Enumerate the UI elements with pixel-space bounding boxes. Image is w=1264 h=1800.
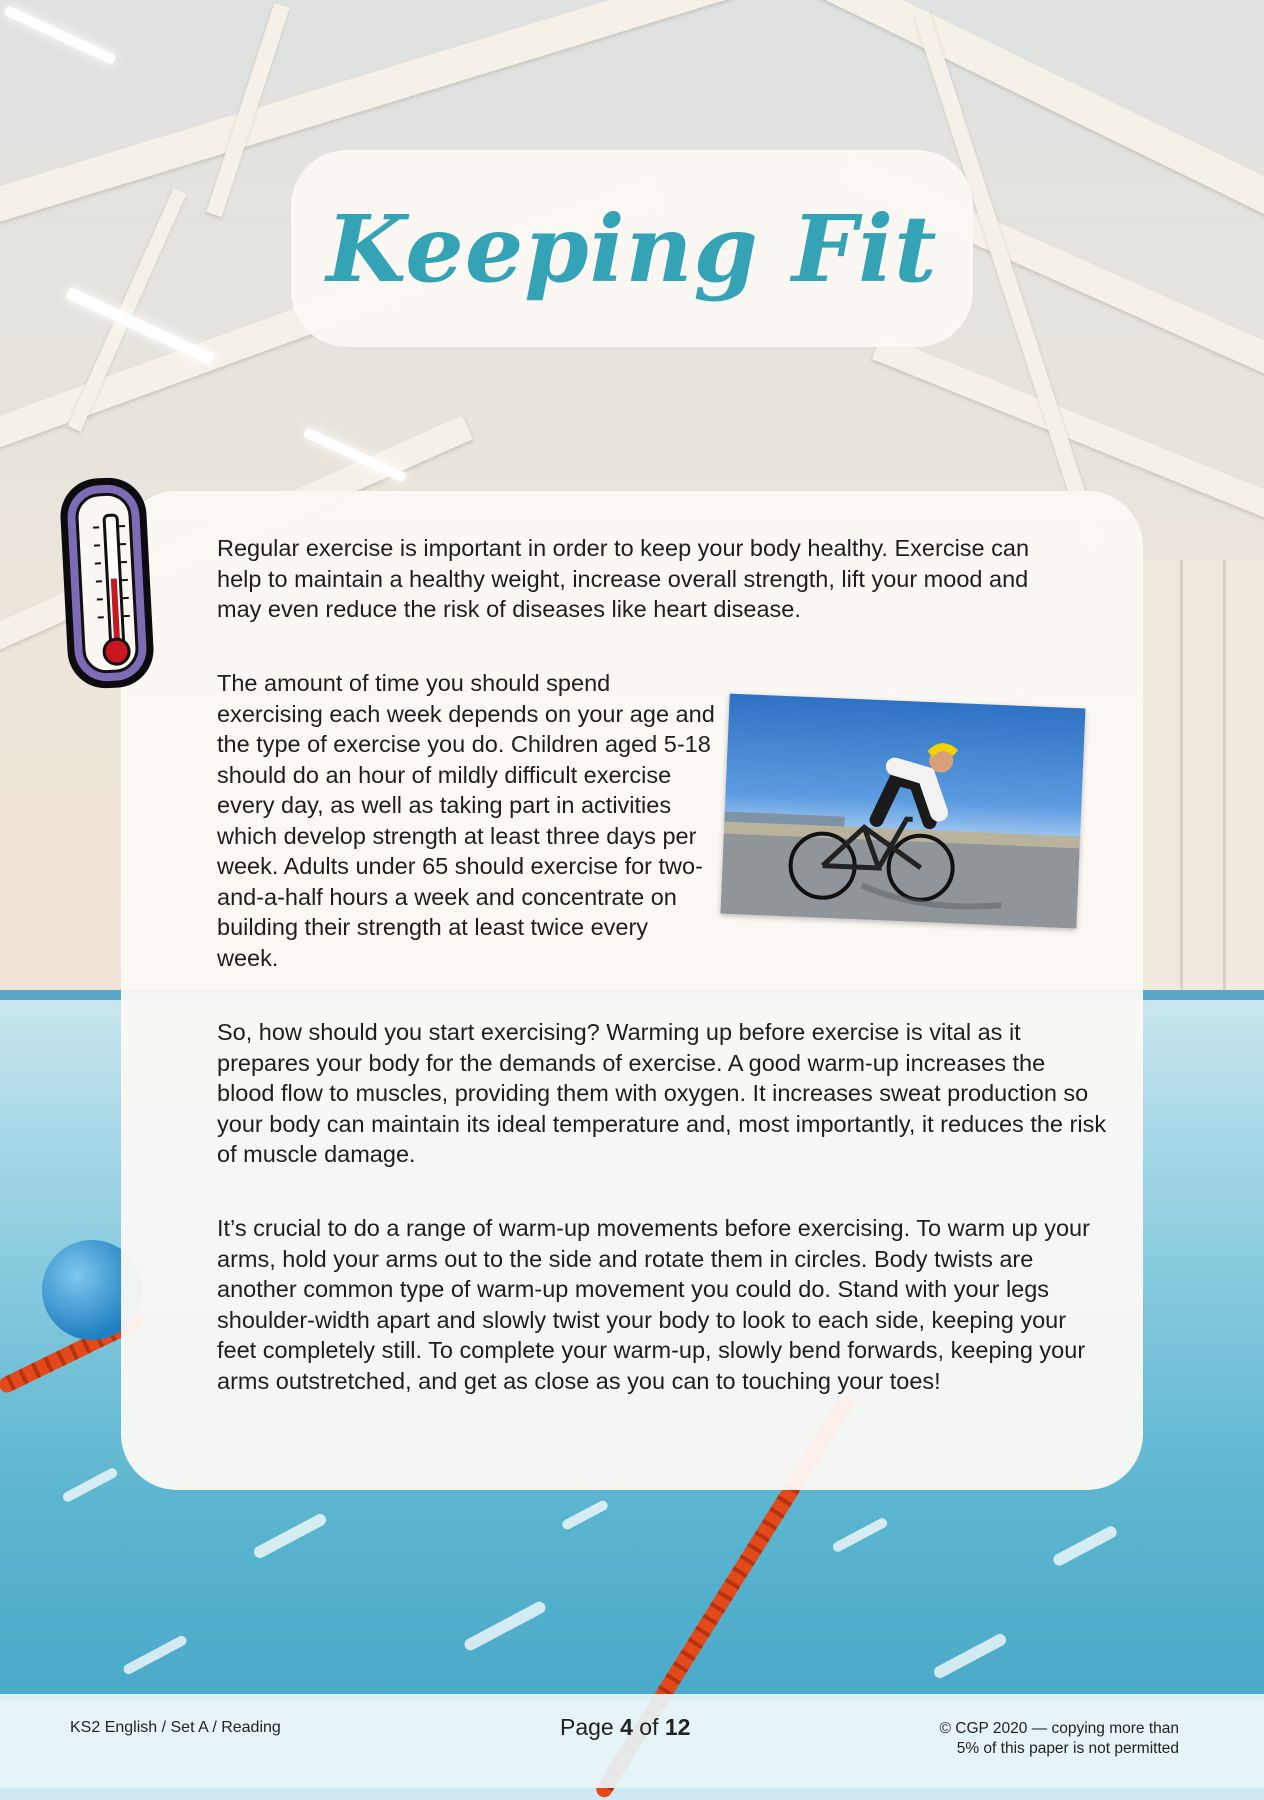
copyright-line-1: © CGP 2020 — copying more than xyxy=(939,1720,1179,1737)
paragraph-3: So, how should you start exercising? Warming up before exercise is vital as it prepares your body for the demands of exercise. A good warm-up increases the blood flow to muscles, providing them with oxygen. It increases sweat production so your body can maintain its ideal temperature and, most importantly, it reduces the risk of muscle damage. xyxy=(217,1019,1107,1167)
page-title: Keeping Fit xyxy=(326,194,938,303)
page-number: Page 4 of 12 xyxy=(560,1714,691,1740)
thermometer-icon xyxy=(59,476,156,690)
paragraph-4: It’s crucial to do a range of warm-up movements before exercising. To warm up your arms, hold your arms out to the side and rotate them in circles. Body twists are another common type of warm-up movement you could do. Stand with your legs shoulder-width apart and slowly twist your body to look to each side, keeping your feet completely still. To complete your warm-up, slowly bend forwards, keeping your arms outstretched, and get as close as you can to touching your toes! xyxy=(217,1215,1090,1394)
title-box xyxy=(291,150,973,347)
right-wall xyxy=(1140,560,1264,1000)
footer-copyright xyxy=(940,1719,1179,1759)
paragraph-1: Regular exercise is important in order to keep your body healthy. Exercise can help to maintain a healthy weight, increase overall strength, lift your mood and may even reduce the risk of diseases like heart disease. xyxy=(217,535,1030,622)
paragraph-2: The amount of time you should spend exercising each week depends on your age and the type of exercise you do. Children aged 5-18 should do an hour of mildly difficult exercise every day, as well as taking part in activities which develop strength at least three days per week. Adults under 65 should exercise for two-and-a-half hours a week and concentrate on building their strength at least twice every week. xyxy=(217,670,715,971)
copyright-line-2: 5% of this paper is not permitted xyxy=(956,1740,1179,1757)
footer-course: KS2 English / Set A / Reading xyxy=(70,1719,281,1736)
cyclist-photo xyxy=(721,694,1086,929)
